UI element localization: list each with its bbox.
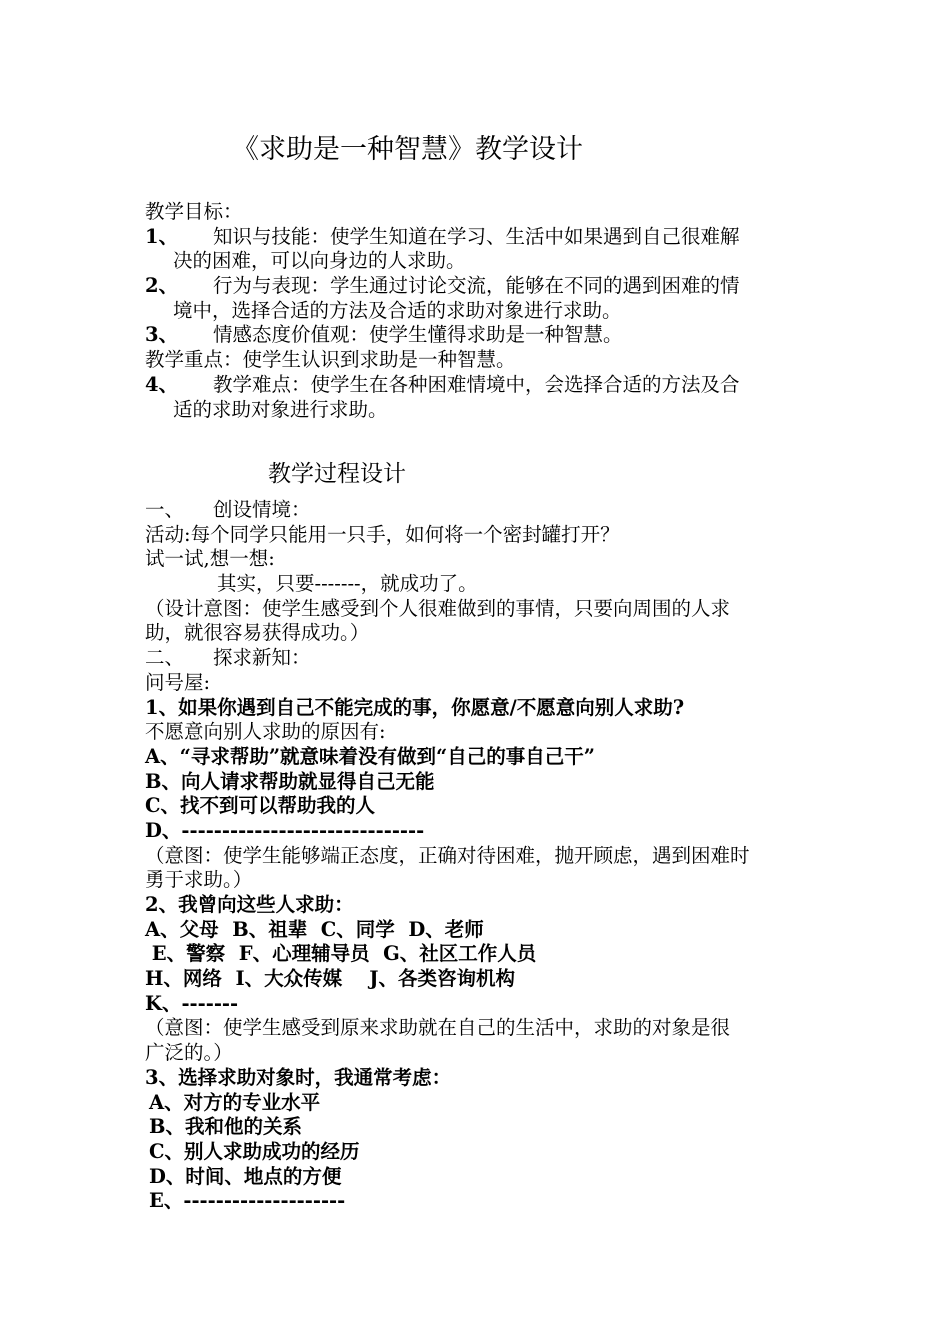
option-item: A、父母 B、祖辈 C、同学 D、老师 [145,917,484,941]
design-intent-3-cont: 广泛的。） [145,1041,233,1065]
question-1: 1、如果你遇到自己不能完成的事，你愿意/不愿意向别人求助? [145,695,685,719]
option-item: D、时间、地点的方便 [149,1164,342,1188]
activity-text: 活动:每个同学只能用一只手，如何将一个密封罐打开？ [145,522,620,546]
document-title: 《求助是一种智慧》教学设计 [232,134,583,165]
goal-text: 知识与技能：使学生知道在学习、生活中如果遇到自己很难解 [213,224,740,248]
teaching-goals [145,200,810,422]
key-point: 教学重点：使学生认识到求助是一种智慧。 [145,348,516,372]
goal-item-1 [145,225,810,250]
process-heading: 教学过程设计 [268,461,406,487]
section-label: 创设情境： [213,498,311,521]
goal-number: 1、 [145,224,179,248]
goal-text: 行为与表现：学生通过讨论交流，能够在不同的遇到困难的情 [213,274,740,298]
option-item: K、------- [145,991,239,1015]
section-number: 一、 [145,498,185,521]
goal-item-4 [145,373,810,398]
section-label: 探求新知： [213,646,311,670]
goals-heading: 教学目标： [145,200,243,223]
design-intent-2: （意图：使学生能够端正态度，正确对待困难，抛开顾虑，遇到困难时 [145,843,750,867]
question-3: 3、选择求助对象时，我通常考虑： [145,1065,452,1089]
goal-number: 4、 [145,372,179,396]
section-1-heading [145,498,810,523]
teaching-process [145,498,810,1214]
goal-number: 3、 [145,323,179,347]
try-text: 试一试,想一想: [145,547,275,571]
section-2-heading [145,646,810,671]
answer-text: 其实，只要-------，就成功了。 [217,572,478,596]
option-item: B、我和他的关系 [149,1115,302,1139]
option-item: E、-------------------- [149,1189,346,1213]
option-item: C、找不到可以帮助我的人 [145,794,376,818]
design-intent-2-cont: 勇于求助。） [145,868,253,892]
goal-text: 教学难点：使学生在各种困难情境中，会选择合适的方法及合 [213,372,740,396]
question-2: 2、我曾向这些人求助： [145,893,354,916]
option-item: H、网络 I、大众传媒 J、各类咨询机构 [145,967,516,991]
question-1-reason: 不愿意向别人求助的原因有: [145,720,386,744]
design-intent-1-cont: 助，就很容易获得成功。） [145,621,370,645]
goal-item-2 [145,274,810,299]
design-intent-3: （意图：使学生感受到原来求助就在自己的生活中，求助的对象是很 [145,1016,731,1040]
option-item: A、对方的专业水平 [149,1090,321,1114]
goal-item-3 [145,323,810,348]
question-house: 问号屋: [145,670,211,694]
option-item: A、“寻求帮助”就意味着没有做到“自己的事自己干” [145,744,595,768]
goal-text-cont: 境中，选择合适的方法及合适的求助对象进行求助。 [173,298,622,322]
goal-number: 2、 [145,274,179,298]
option-item: B、向人请求帮助就显得自己无能 [145,769,435,793]
section-number: 二、 [145,646,185,670]
option-item: D、------------------------------ [145,818,425,842]
design-intent-1: （设计意图：使学生感受到个人很难做到的事情，只要向周围的人求 [145,596,731,620]
option-item: E、警察 F、心理辅导员 G、社区工作人员 [145,942,537,966]
goal-text-cont: 适的求助对象进行求助。 [173,397,388,421]
goal-text-cont: 决的困难，可以向身边的人求助。 [173,249,466,273]
option-item: C、别人求助成功的经历 [149,1139,360,1163]
goal-text: 情感态度价值观：使学生懂得求助是一种智慧。 [213,323,623,347]
